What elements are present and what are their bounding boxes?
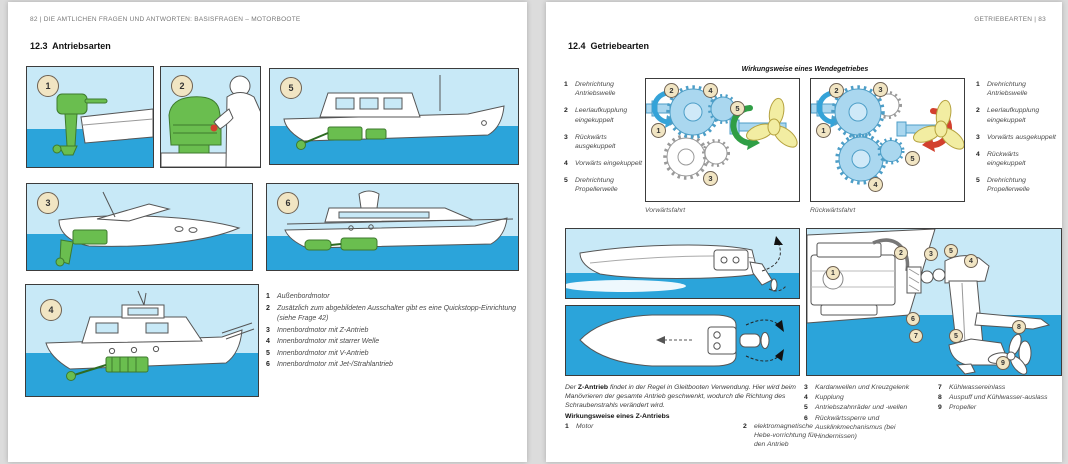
panel-z-drive-boat bbox=[26, 183, 253, 271]
legend-item bbox=[804, 393, 934, 402]
kill-switch bbox=[211, 125, 218, 132]
item-text: Drehrichtung Propellerwelle bbox=[987, 177, 1030, 194]
panel-zdrive-side-view bbox=[565, 228, 800, 299]
item-text: Drehrichtung Antriebswelle bbox=[987, 81, 1028, 98]
legend-item bbox=[564, 106, 644, 124]
item-number: 1 bbox=[976, 81, 980, 88]
item-number: 3 bbox=[266, 326, 270, 334]
item-text: Rückwärtssperre und Ausklinkmechanismus (bei Hindernissen) bbox=[815, 414, 896, 440]
forward-gear-legend bbox=[564, 80, 644, 203]
zdrive-paragraph bbox=[565, 383, 803, 411]
legend-item bbox=[976, 176, 1056, 194]
para-pre: Der bbox=[565, 384, 578, 391]
gear-marker: 2 bbox=[829, 83, 844, 98]
gear-marker: 4 bbox=[703, 83, 718, 98]
reverse-caption: Rückwärtsfahrt bbox=[810, 207, 856, 214]
panel-v-drive-boat bbox=[269, 68, 519, 165]
item-text: Motor bbox=[576, 422, 594, 430]
item-number: 8 bbox=[938, 394, 942, 402]
item-text: Antriebszahnräder und -wellen bbox=[815, 404, 908, 412]
legend-item bbox=[266, 326, 522, 337]
cutaway-marker: 7 bbox=[909, 329, 923, 343]
item-number: 5 bbox=[266, 349, 270, 357]
item-text: Innenbordmotor mit Jet-/Strahlantrieb bbox=[277, 361, 393, 368]
panel-zdrive-cutaway bbox=[806, 228, 1062, 376]
legend-item bbox=[976, 133, 1056, 142]
legend-item bbox=[564, 133, 644, 151]
shaft-drive-illustration bbox=[26, 285, 258, 396]
legend-item bbox=[266, 337, 522, 348]
zdrive-side-illustration bbox=[566, 229, 799, 298]
gear-marker: 3 bbox=[873, 82, 888, 97]
cutaway-marker: 1 bbox=[826, 266, 840, 280]
item-number: 7 bbox=[938, 384, 942, 391]
cutaway-marker: 5 bbox=[949, 329, 963, 343]
legend-item bbox=[564, 159, 644, 168]
gear-marker: 1 bbox=[651, 123, 666, 138]
item-number: 5 bbox=[804, 404, 808, 412]
page-right bbox=[546, 2, 1062, 462]
item-text: Rückwärts eingekuppelt bbox=[987, 150, 1026, 168]
item-number: 3 bbox=[804, 384, 808, 391]
cutaway-marker: 6 bbox=[906, 312, 920, 326]
item-number: 2 bbox=[564, 107, 568, 115]
item-number: 1 bbox=[266, 293, 270, 300]
gear-marker: 3 bbox=[703, 171, 718, 186]
cutaway-marker: 3 bbox=[924, 247, 938, 261]
panel-number-badge: 5 bbox=[280, 77, 302, 99]
legend-item bbox=[804, 414, 934, 442]
cutaway-marker: 2 bbox=[894, 246, 908, 260]
drive-types-legend bbox=[266, 292, 522, 372]
gearbox-forward-diagram bbox=[645, 78, 800, 202]
legend-item bbox=[976, 150, 1056, 168]
item-text: Außenbordmotor bbox=[277, 293, 330, 300]
item-text: elektromagnetische Hebe-vorrichtung für den Antrieb bbox=[754, 422, 816, 449]
item-text: Innenbordmotor mit Z-Antrieb bbox=[277, 326, 369, 334]
section-title-antriebsarten: 12.3 Antriebsarten bbox=[30, 41, 111, 51]
item-number: 2 bbox=[976, 107, 980, 115]
forward-caption: Vorwärtsfahrt bbox=[645, 207, 686, 214]
cutaway-marker: 4 bbox=[964, 254, 978, 268]
legend-item bbox=[564, 80, 644, 98]
item-text: Leerlaufkupplung eingekuppelt bbox=[575, 107, 628, 124]
para-bold: Z-Antrieb bbox=[577, 384, 609, 391]
panel-number-badge: 4 bbox=[40, 299, 62, 321]
legend-item bbox=[266, 304, 522, 325]
item-text: Innenbordmotor mit V-Antrieb bbox=[277, 349, 369, 357]
gear-marker: 1 bbox=[816, 123, 831, 138]
panel-number-badge: 1 bbox=[37, 75, 59, 97]
item-text: Vorwärts ausgekuppelt bbox=[987, 133, 1056, 141]
item-number: 9 bbox=[938, 404, 942, 412]
panel-quickstop-switch bbox=[160, 66, 261, 168]
item-text: Kardanwellen und Kreuzgelenk bbox=[815, 384, 910, 391]
zdrive-text-column bbox=[565, 383, 816, 452]
zdrive-legend-col2 bbox=[804, 383, 934, 442]
gearbox-reverse-diagram bbox=[810, 78, 965, 202]
legend-item bbox=[976, 106, 1056, 124]
legend-item bbox=[565, 422, 655, 431]
legend-item bbox=[266, 349, 522, 360]
para-rest: findet in der Regel in Gleitbooten Verwendung. Hier wird beim Manövrieren der gesamte Antrieb geschwenkt, wodurch die Richtung des Schraubenstrahls verändert wird. bbox=[565, 384, 796, 410]
v-drive-illustration bbox=[270, 69, 518, 164]
running-header-left: 82 | DIE AMTLICHEN FRAGEN UND ANTWORTEN: BASISFRAGEN – MOTORBOOTE bbox=[30, 16, 301, 23]
item-number: 2 bbox=[266, 304, 270, 312]
item-text: Rückwärts ausgekuppelt bbox=[575, 133, 616, 150]
item-number: 5 bbox=[976, 177, 980, 185]
item-number: 4 bbox=[266, 338, 270, 345]
propeller bbox=[67, 372, 76, 381]
z-drive-illustration bbox=[27, 184, 252, 270]
cutaway-marker: 8 bbox=[1012, 320, 1026, 334]
section-title-getriebearten: 12.4 Getriebearten bbox=[568, 41, 650, 51]
zdrive-legend-col3 bbox=[938, 383, 1058, 414]
item-number: 6 bbox=[804, 414, 808, 422]
panel-number-badge: 6 bbox=[277, 192, 299, 214]
reverse-gear-legend bbox=[976, 80, 1056, 203]
item-text: Zusätzlich zum abgebildeten Ausschalter gibt es eine Quickstopp-Einrichtung (siehe Frage 42) bbox=[277, 304, 517, 322]
item-text: Kupplung bbox=[815, 394, 844, 402]
panel-outboard-motor bbox=[26, 66, 154, 168]
propeller bbox=[53, 145, 61, 153]
gearbox-diagram-title: Wirkungsweise eines Wendegetriebes bbox=[741, 66, 869, 73]
item-number: 2 bbox=[743, 422, 747, 430]
panel-number-badge: 3 bbox=[37, 192, 59, 214]
item-number: 6 bbox=[266, 361, 270, 368]
zdrive-top-illustration bbox=[566, 306, 799, 375]
gear-marker: 4 bbox=[868, 177, 883, 192]
zdrive-subtitle: Wirkungsweise eines Z-Antriebs bbox=[565, 412, 670, 420]
item-number: 4 bbox=[564, 160, 568, 168]
propeller bbox=[56, 258, 64, 266]
item-text: Propeller bbox=[949, 404, 977, 412]
item-number: 4 bbox=[976, 150, 980, 158]
zdrive-legend-row bbox=[565, 422, 816, 452]
legend-item bbox=[938, 383, 1058, 392]
cutaway-marker: 5 bbox=[944, 244, 958, 258]
legend-item bbox=[266, 360, 522, 371]
panel-jet-drive-boat bbox=[266, 183, 519, 271]
item-number: 3 bbox=[564, 133, 568, 141]
legend-item bbox=[938, 403, 1058, 412]
jet-drive-illustration bbox=[267, 184, 518, 270]
cutaway-marker: 9 bbox=[996, 356, 1010, 370]
wake bbox=[566, 280, 686, 292]
item-number: 3 bbox=[976, 133, 980, 141]
legend-item bbox=[804, 403, 934, 412]
panel-zdrive-top-view bbox=[565, 305, 800, 376]
item-text: Vorwärts eingekuppelt bbox=[575, 160, 642, 168]
item-text: Auspuff und Kühlwasser-auslass bbox=[949, 394, 1048, 402]
item-number: 4 bbox=[804, 394, 808, 402]
item-number: 5 bbox=[564, 177, 568, 185]
item-text: Leerlaufkupplung eingekuppelt bbox=[987, 107, 1040, 124]
gear-marker: 5 bbox=[905, 151, 920, 166]
propeller bbox=[297, 141, 306, 150]
legend-item bbox=[976, 80, 1056, 98]
panel-number-badge: 2 bbox=[171, 75, 193, 97]
gear-marker: 5 bbox=[730, 101, 745, 116]
item-text: Kühlwassereinlass bbox=[949, 384, 1006, 391]
item-text: Drehrichtung Propellerwelle bbox=[575, 177, 618, 194]
legend-item bbox=[564, 176, 644, 194]
legend-item bbox=[266, 292, 522, 303]
jet-drive bbox=[305, 238, 377, 250]
item-text: Drehrichtung Antriebswelle bbox=[575, 81, 616, 98]
item-number: 1 bbox=[565, 422, 569, 430]
legend-item bbox=[804, 383, 934, 392]
legend-item bbox=[938, 393, 1058, 402]
page-left bbox=[8, 2, 527, 462]
gear-marker: 2 bbox=[664, 83, 679, 98]
item-text: Innenbordmotor mit starrer Welle bbox=[277, 338, 380, 345]
panel-shaft-drive-boat bbox=[25, 284, 259, 397]
item-number: 1 bbox=[564, 81, 568, 88]
running-header-right: GETRIEBEARTEN | 83 bbox=[974, 16, 1046, 23]
